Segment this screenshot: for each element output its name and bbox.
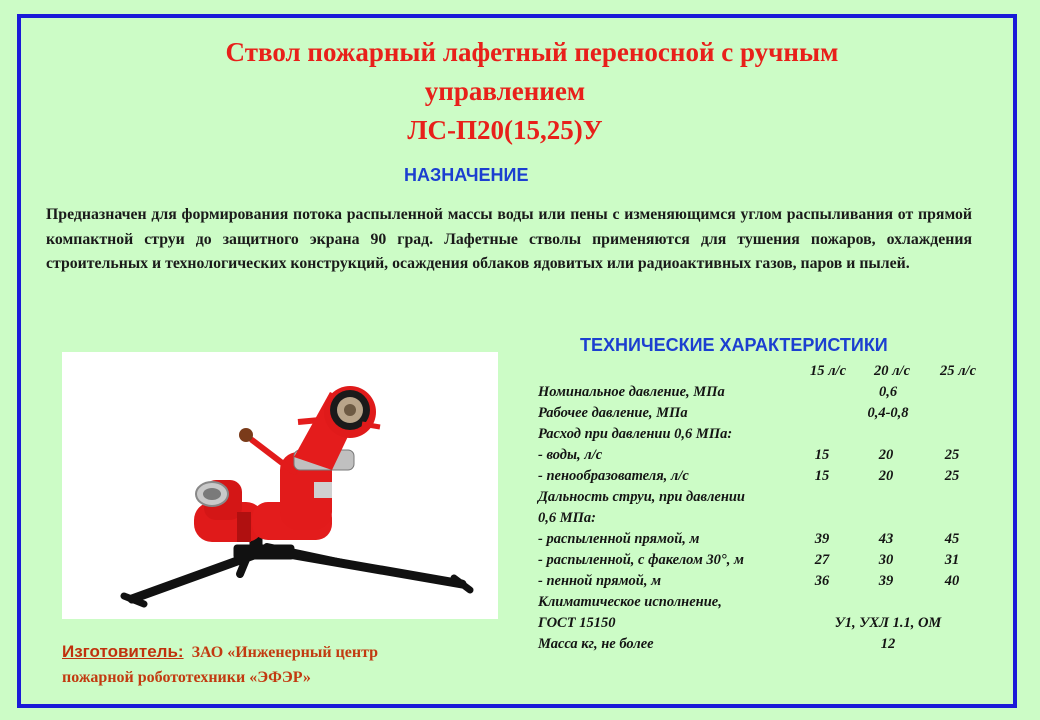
spec-row [538, 529, 998, 550]
title-line-3: ЛС-П20(15,25)У [407, 115, 603, 145]
fire-monitor-illustration [62, 352, 498, 619]
spec-value: 31 [944, 552, 960, 568]
spec-row [538, 634, 998, 655]
tech-heading: ТЕХНИЧЕСКИЕ ХАРАКТЕРИСТИКИ [580, 335, 888, 355]
manufacturer-line-2: пожарной робототехники «ЭФЭР» [62, 669, 311, 686]
spec-label: Рабочее давление, МПа [538, 405, 688, 421]
spec-value: 0,4-0,8 [867, 405, 909, 421]
spec-label: - воды, л/с [538, 447, 603, 463]
purpose-text: Предназначен для формирования потока распыленной массы воды или пены с изменяющимся углом распыливания от прямой компактной струи до защитного экрана 90 град. Лафетные стволы применяются для тушения пожаров, охлаждения строительных и технологических конструкций, осаждения облаков ядовитых или радиоактивных газов, паров и пылей. [46, 206, 972, 272]
spec-label: ГОСТ 15150 [538, 615, 616, 631]
spec-value: 0,6 [878, 384, 898, 400]
spec-label: Дальность струи, при давлении [538, 489, 745, 505]
spec-value: 40 [944, 573, 960, 589]
spec-row [538, 403, 998, 424]
spec-label: - пенообразователя, л/с [538, 468, 689, 484]
spec-label: - пенной прямой, м [538, 573, 662, 589]
spec-value: 43 [878, 531, 894, 547]
purpose-heading: НАЗНАЧЕНИЕ [404, 165, 529, 185]
spec-label: Номинальное давление, МПа [538, 384, 725, 400]
spec-value: 36 [814, 573, 830, 589]
spec-row [538, 445, 998, 466]
spec-row [538, 487, 998, 508]
title-line-1: Ствол пожарный лафетный переносной с ручным [225, 37, 839, 67]
spec-row [538, 508, 998, 529]
spec-label: Расход при давлении 0,6 МПа: [538, 426, 733, 442]
spec-row [538, 613, 998, 634]
spec-value: 12 [880, 636, 896, 652]
spec-value: 39 [814, 531, 830, 547]
spec-header-row [538, 361, 998, 382]
manufacturer-label: Изготовитель: [62, 642, 184, 661]
product-photo [62, 352, 498, 619]
spec-row [538, 382, 998, 403]
spec-value: 15 [814, 447, 830, 463]
spec-label: - распыленной прямой, м [538, 531, 700, 547]
spec-col-25: 25 л/с [939, 363, 977, 379]
manufacturer [62, 639, 378, 690]
spec-row [538, 466, 998, 487]
spec-col-20: 20 л/с [873, 363, 911, 379]
spec-row [538, 592, 998, 613]
spec-value: 25 [944, 447, 960, 463]
spec-table [538, 361, 998, 655]
title-line-2: управлением [424, 76, 586, 106]
spec-label: Климатическое исполнение, [538, 594, 722, 610]
spec-row [538, 424, 998, 445]
spec-value: 20 [878, 468, 894, 484]
spec-value: 15 [814, 468, 830, 484]
spec-value: 27 [814, 552, 830, 568]
spec-label: 0,6 МПа: [538, 510, 596, 526]
spec-row [538, 550, 998, 571]
spec-label: - распыленной, с факелом 30°, м [538, 552, 744, 568]
manufacturer-line-1: ЗАО «Инженерный центр [191, 644, 379, 661]
spec-value: 25 [944, 468, 960, 484]
spec-label: Масса кг, не более [538, 636, 654, 652]
spec-value: 30 [878, 552, 894, 568]
spec-value: 39 [878, 573, 894, 589]
spec-value: 45 [944, 531, 960, 547]
spec-row [538, 571, 998, 592]
spec-col-15: 15 л/с [809, 363, 847, 379]
spec-value: 20 [878, 447, 894, 463]
spec-value: У1, УХЛ 1.1, ОМ [834, 615, 942, 631]
